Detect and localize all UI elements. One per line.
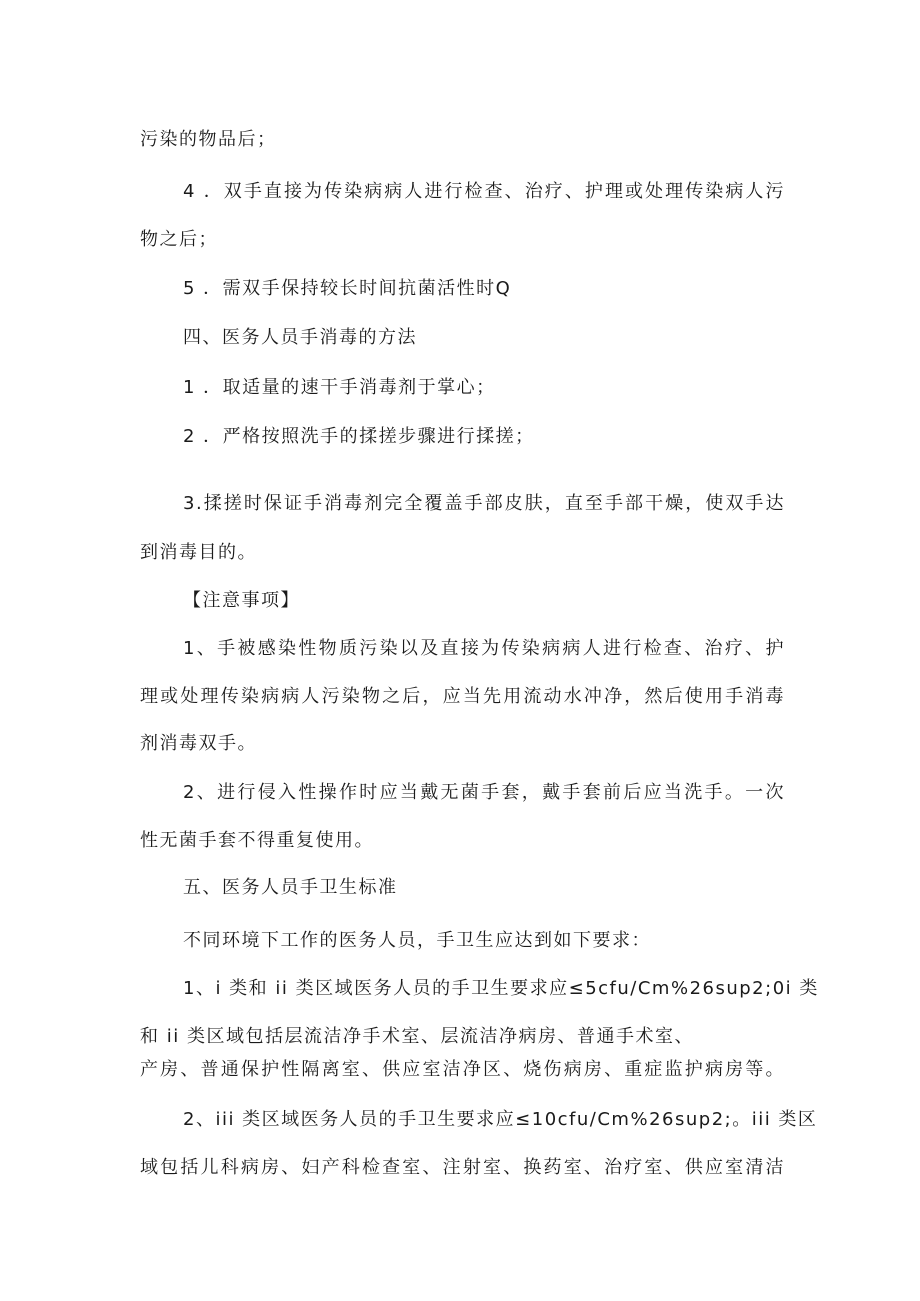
text-line: 物之后； [140,229,218,250]
standard-item-1: 1、i 类和 ii 类区域医务人员的手卫生要求应≤5cfu∕Cm%26sup2;0i 类 [183,978,819,999]
text-line: 理或处理传染病病人污染物之后，应当先用流动水冲净，然后使用手消毒 [140,686,785,707]
text-line: 性无菌手套不得重复使用。 [140,830,374,851]
note-item-2: 2、进行侵入性操作时应当戴无菌手套，戴手套前后应当洗手。一次 [183,782,785,803]
notes-heading: 【注意事项】 [183,590,300,611]
section-heading-4: 四、医务人员手消毒的方法 [183,327,417,348]
text-line: 污染的物品后； [140,129,277,150]
section-heading-5: 五、医务人员手卫生标准 [183,877,398,898]
list-item-5: 5 ．需双手保持较长时间抗菌活性时Q [183,278,512,299]
list-item-3: 3.揉搓时保证手消毒剂完全覆盖手部皮肤，直至手部干燥，使双手达 [183,493,785,514]
text-line: 剂消毒双手。 [140,733,257,754]
paragraph-intro: 不同环境下工作的医务人员，手卫生应达到如下要求： [183,930,651,951]
list-item-2: 2 ．严格按照洗手的揉搓步骤进行揉搓； [183,426,535,447]
list-item-4: 4 ．双手直接为传染病病人进行检查、治疗、护理或处理传染病人污 [183,181,785,202]
standard-item-2: 2、iii 类区域医务人员的手卫生要求应≤10cfu∕Cm%26sup2;。iii 类区 [183,1109,818,1130]
list-item-1: 1 ．取适量的速干手消毒剂于掌心； [183,377,496,398]
text-line: 和 ii 类区域包括层流洁净手术室、层流洁净病房、普通手术室、 [140,1026,694,1047]
text-line: 域包括儿科病房、妇产科检查室、注射室、换药室、治疗室、供应室清洁 [140,1157,785,1178]
text-line: 到消毒目的。 [140,542,257,563]
note-item-1: 1、手被感染性物质污染以及直接为传染病病人进行检查、治疗、护 [183,638,785,659]
text-line: 产房、普通保护性隔离室、供应室洁净区、烧伤病房、重症监护病房等。 [140,1059,785,1080]
